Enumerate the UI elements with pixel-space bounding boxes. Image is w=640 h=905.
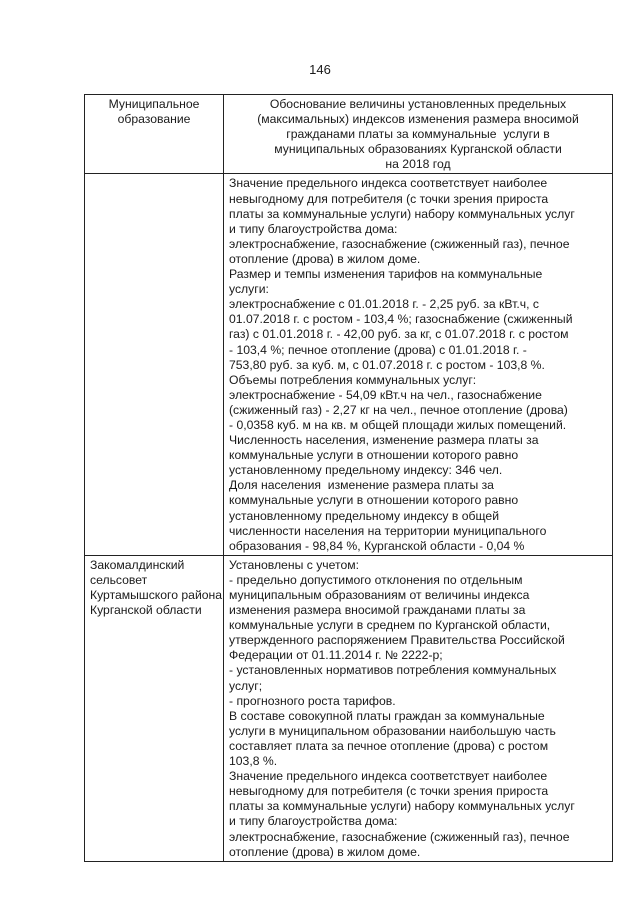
text-line: Курганской области (90, 603, 202, 618)
text-line: Размер и темпы изменения тарифов на коммунальные (229, 267, 543, 282)
table-header-row (85, 95, 613, 174)
text-line: Значение предельного индекса соответствует наиболее (229, 769, 548, 784)
text-line: коммунальные услуги в отношении которого равно (229, 493, 519, 508)
row-2-justification (224, 555, 613, 861)
text-line: Объемы потребления коммунальных услуг: (229, 372, 477, 387)
row-1-municipality (85, 174, 224, 555)
text-line: образование (117, 112, 191, 127)
row-2-left-lines (89, 557, 223, 618)
text-line: коммунальные услуги в среднем по Курганской области, (229, 618, 551, 633)
text-line: установленному предельному индексу: 346 чел. (229, 463, 503, 478)
row-1-justification (224, 174, 613, 555)
text-line: сельсовет (90, 572, 148, 587)
text-line: Значение предельного индекса соответствует наиболее (229, 176, 548, 191)
text-line: изменения размера вносимой гражданами платы за (229, 603, 526, 618)
text-line: муниципальным образованиям от величины индекса (229, 588, 530, 602)
text-line: - 0,0358 куб. м на кв. м общей площади жилых помещений. (229, 417, 567, 432)
row-1-right-lines (228, 176, 608, 553)
text-line: - установленных нормативов потребления коммунальных (229, 663, 557, 678)
row-2-municipality (85, 555, 224, 861)
table-row (85, 555, 613, 861)
text-line: электроснабжение - 54,09 кВт.ч на чел., газоснабжение (229, 387, 542, 402)
text-line: (сжиженный газ) - 2,27 кг на чел., печное отопление (дрова) (229, 402, 568, 417)
text-line: 103,8 %. (229, 754, 278, 769)
text-line: муниципальных образованиях Курганской области (274, 142, 562, 157)
text-line: платы за коммунальные услуги) набору коммунальных услуг (229, 206, 575, 221)
text-line: установленному предельному индексу в общей (229, 508, 500, 523)
justification-table (84, 94, 613, 862)
text-line: газ) с 01.01.2018 г. - 42,00 руб. за кг, с 01.07.2018 г. с ростом (229, 327, 569, 342)
header-municipality (85, 95, 224, 174)
text-line: - прогнозного роста тарифов. (229, 693, 396, 708)
text-line: и типу благоустройства дома: (229, 814, 398, 829)
text-line: Установлены с учетом: (229, 557, 359, 572)
text-line: В составе совокупной платы граждан за коммунальные (229, 708, 545, 723)
text-line: - 103,4 %; печное отопление (дрова) с 01.01.2018 г. - (229, 342, 527, 357)
table-row (85, 174, 613, 555)
header-justification (224, 95, 613, 174)
text-line: 753,80 руб. за куб. м, с 01.07.2018 г. с ростом - 103,8 %. (229, 357, 545, 372)
text-line: Куртамышского района (90, 588, 223, 602)
text-line: Доля населения изменение размера платы за (229, 478, 494, 493)
text-line: отопление (дрова) в жилом доме. (229, 844, 421, 859)
page-number: 146 (309, 62, 331, 77)
text-line: платы за коммунальные услуги) набору коммунальных услуг (229, 799, 575, 814)
text-line: коммунальные услуги в отношении которого равно (229, 448, 519, 463)
text-line: электроснабжение, газоснабжение (сжиженный газ), печное (229, 236, 570, 251)
text-line: Закомалдинский (90, 557, 185, 572)
text-line: невыгодному для потребителя (с точки зрения прироста (229, 191, 549, 206)
text-line: электроснабжение, газоснабжение (сжиженный газ), печное (229, 829, 570, 844)
text-line: - предельно допустимого отклонения по отдельным (229, 572, 523, 587)
text-line: услуги в муниципальном образовании наибольшую часть (229, 723, 556, 738)
text-line: 01.07.2018 г. с ростом - 103,4 %; газоснабжение (сжиженный (229, 312, 573, 327)
text-line: утвержденного распоряжением Правительства Российской (229, 633, 565, 648)
text-line: невыгодному для потребителя (с точки зрения прироста (229, 784, 549, 799)
text-line: услуги: (229, 282, 269, 297)
text-line: Численность населения, изменение размера платы за (229, 433, 539, 448)
header-right-lines (228, 97, 608, 172)
text-line: Обоснование величины установленных предельных (269, 97, 567, 111)
row-2-right-lines (228, 558, 608, 860)
text-line: Федерации от 01.11.2014 г. № 2222-р; (229, 648, 443, 663)
text-line: численности населения на территории муниципального (229, 523, 547, 538)
text-line: составляет плата за печное отопление (дрова) с ростом (229, 738, 549, 753)
text-line: и типу благоустройства дома: (229, 221, 398, 236)
text-line: гражданами платы за коммунальные услуги в (286, 127, 550, 142)
text-line: отопление (дрова) в жилом доме. (229, 251, 421, 266)
header-left-lines (89, 97, 219, 127)
text-line: (максимальных) индексов изменения размера вносимой (257, 112, 579, 127)
text-line: Муниципальное (108, 97, 200, 111)
text-line: на 2018 год (385, 157, 451, 172)
text-line: услуг; (229, 678, 263, 693)
text-line: электроснабжение с 01.01.2018 г. - 2,25 руб. за кВт.ч, с (229, 297, 539, 312)
text-line: образования - 98,84 %, Курганской области - 0,04 % (229, 538, 525, 553)
